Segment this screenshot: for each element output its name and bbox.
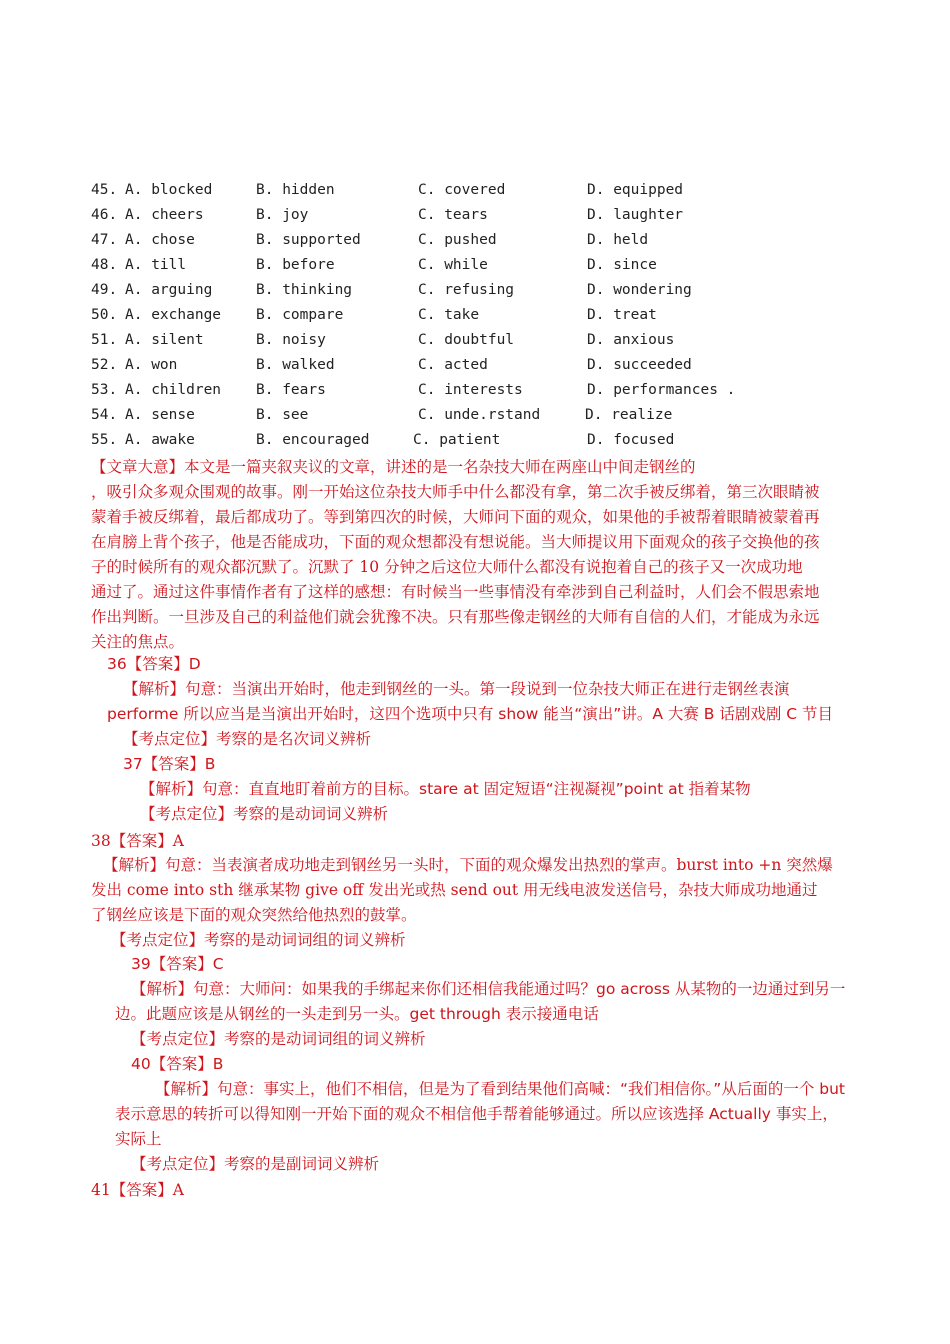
question-number: 50. <box>91 307 118 323</box>
option-a: A. awake <box>125 432 195 448</box>
option-d: D. realize <box>585 407 673 423</box>
option-c: C. while <box>418 257 488 273</box>
option-c: C. doubtful <box>418 332 515 348</box>
option-c: C. take <box>418 307 480 323</box>
option-c: C. acted <box>418 357 488 373</box>
summary-line: 关注的焦点。 <box>91 633 185 651</box>
option-a: A. blocked <box>125 182 213 198</box>
answer-label: 37【答案】B <box>123 755 216 773</box>
option-a: A. chose <box>125 232 195 248</box>
answer-label: 40【答案】B <box>131 1055 224 1073</box>
option-c: C. tears <box>418 207 488 223</box>
analysis-text: 了钢丝应该是下面的观众突然给他热烈的鼓掌。 <box>91 906 417 924</box>
key-point: 【考点定位】考察的是动词词义辨析 <box>140 805 389 823</box>
option-d: D. equipped <box>587 182 684 198</box>
option-b: B. noisy <box>256 332 326 348</box>
option-b: B. thinking <box>256 282 353 298</box>
question-number: 52. <box>91 357 118 373</box>
answer-label: 41【答案】A <box>91 1181 184 1199</box>
option-b: B. supported <box>256 232 361 248</box>
key-point: 【考点定位】考察的是副词词义辨析 <box>131 1155 380 1173</box>
analysis-text: 边。此题应该是从钢丝的一头走到另一头。get through 表示接通电话 <box>115 1005 599 1023</box>
option-a: A. sense <box>125 407 195 423</box>
option-d: D. anxious <box>587 332 675 348</box>
question-number: 47. <box>91 232 118 248</box>
summary-line: 作出判断。一旦涉及自己的利益他们就会犹豫不决。只有那些像走钢丝的大师有自信的人们，才能成为永远 <box>91 608 820 626</box>
option-c: C. pushed <box>418 232 497 248</box>
option-a: A. exchange <box>125 307 222 323</box>
analysis-text: 【解析】句意：事实上，他们不相信，但是为了看到结果他们高喊：“我们相信你。”从后面的一个 but <box>155 1080 845 1098</box>
key-point: 【考点定位】考察的是名次词义辨析 <box>123 730 372 748</box>
question-number: 53. <box>91 382 118 398</box>
analysis-text: 【解析】句意：当表演者成功地走到钢丝另一头时，下面的观众爆发出热烈的掌声。burst into +n 突然爆 <box>103 856 833 874</box>
answer-label: 38【答案】A <box>91 832 184 850</box>
option-a: A. cheers <box>125 207 204 223</box>
analysis-text: 【解析】句意：当演出开始时，他走到钢丝的一头。第一段说到一位杂技大师正在进行走钢丝表演 <box>123 680 790 698</box>
summary-line: 在肩膀上背个孩子，他是否能成功，下面的观众想都没有想说能。当大师提议用下面观众的孩子交换他的孩 <box>91 533 820 551</box>
answer-label: 39【答案】C <box>131 955 224 973</box>
question-number: 48. <box>91 257 118 273</box>
question-number: 45. <box>91 182 118 198</box>
option-c: C. unde.rstand <box>418 407 541 423</box>
option-a: A. silent <box>125 332 204 348</box>
option-c: C. interests <box>418 382 523 398</box>
question-number: 55. <box>91 432 118 448</box>
analysis-text: 表示意思的转折可以得知刚一开始下面的观众不相信他手帮着能够通过。所以应该选择 Actually 事实上， <box>115 1105 838 1123</box>
option-d: D. performances . <box>587 382 736 398</box>
option-d: D. laughter <box>587 207 684 223</box>
option-d: D. succeeded <box>587 357 692 373</box>
analysis-text: 实际上 <box>115 1130 162 1148</box>
option-b: B. joy <box>256 207 309 223</box>
option-b: B. encouraged <box>256 432 370 448</box>
summary-line: 子的时候所有的观众都沉默了。沉默了 10 分钟之后这位大师什么都没有说抱着自己的孩子又一次成功地 <box>91 558 803 576</box>
option-a: A. till <box>125 257 187 273</box>
question-number: 46. <box>91 207 118 223</box>
question-number: 49. <box>91 282 118 298</box>
analysis-text: performe 所以应当是当演出开始时，这四个选项中只有 show 能当“演出”讲。A 大赛 B 话剧戏剧 C 节目 <box>107 705 834 723</box>
key-point: 【考点定位】考察的是动词词组的词义辨析 <box>111 931 406 949</box>
option-a: A. children <box>125 382 222 398</box>
analysis-text: 发出 come into sth 继承某物 give off 发出光或热 send out 用无线电波发送信号，杂技大师成功地通过 <box>91 881 818 899</box>
summary-line: ，吸引众多观众围观的故事。刚一开始这位杂技大师手中什么都没有拿，第二次手被反绑着，第三次眼睛被 <box>91 483 820 501</box>
option-a: A. arguing <box>125 282 213 298</box>
option-b: B. hidden <box>256 182 335 198</box>
option-b: B. walked <box>256 357 335 373</box>
option-d: D. treat <box>587 307 657 323</box>
option-d: D. held <box>587 232 649 248</box>
option-b: B. before <box>256 257 335 273</box>
option-b: B. compare <box>256 307 344 323</box>
key-point: 【考点定位】考察的是动词词组的词义辨析 <box>131 1030 426 1048</box>
summary-line: 蒙着手被反绑着，最后都成功了。等到第四次的时候，大师问下面的观众，如果他的手被帮着眼睛被蒙着再 <box>91 508 820 526</box>
option-d: D. since <box>587 257 657 273</box>
answer-label: 36【答案】D <box>107 655 201 673</box>
option-d: D. focused <box>587 432 675 448</box>
option-a: A. won <box>125 357 178 373</box>
option-b: B. fears <box>256 382 326 398</box>
option-d: D. wondering <box>587 282 692 298</box>
question-number: 51. <box>91 332 118 348</box>
summary-line: 通过了。通过这件事情作者有了这样的感想：有时候当一些事情没有牵涉到自己利益时，人们会不假思索地 <box>91 583 820 601</box>
option-b: B. see <box>256 407 309 423</box>
option-c: C. covered <box>418 182 506 198</box>
analysis-text: 【解析】句意：大师问：如果我的手绑起来你们还相信我能通过吗？go across 从某物的一边通过到另一 <box>131 980 846 998</box>
question-number: 54. <box>91 407 118 423</box>
option-c: C. refusing <box>418 282 515 298</box>
analysis-text: 【解析】句意：直直地盯着前方的目标。stare at 固定短语“注视凝视”point at 指着某物 <box>140 780 751 798</box>
option-c: C. patient <box>413 432 501 448</box>
summary-line: 【文章大意】本文是一篇夹叙夹议的文章，讲述的是一名杂技大师在两座山中间走钢丝的 <box>91 458 696 476</box>
